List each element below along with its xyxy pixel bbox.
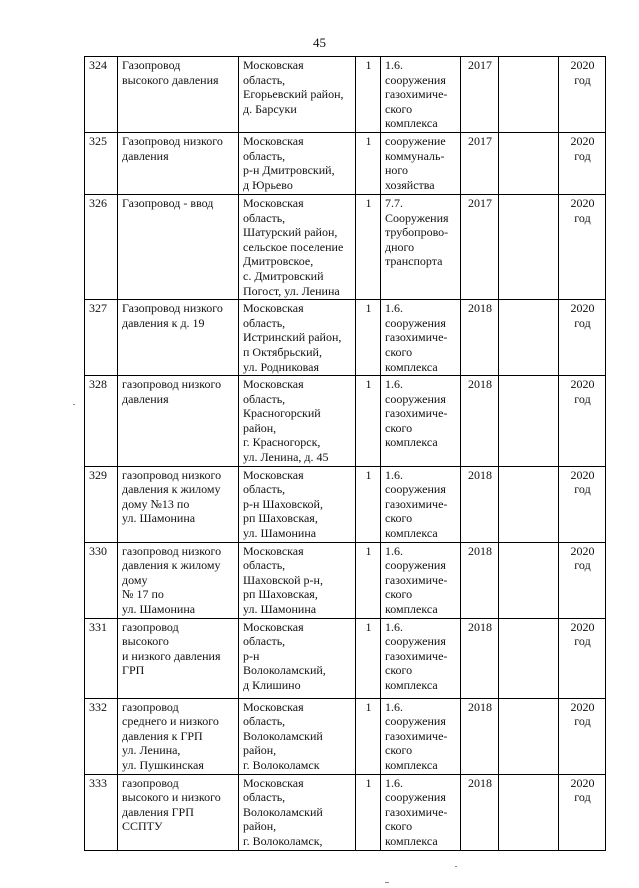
empty-cell [499,774,559,850]
year-cell: 2018 [461,376,499,467]
year-cell: 2018 [461,542,499,618]
empty-cell [499,542,559,618]
location-cell: Московская область, р-н Шаховской, рп Шаховская, ул. Шамонина [239,466,356,542]
scan-speck [73,404,75,405]
year-cell: 2017 [461,132,499,194]
scan-speck [455,866,457,867]
term-cell: 2020 год [559,57,606,133]
category-cell: 1.6. сооружения газохимиче- ского комплекса [381,466,461,542]
location-cell: Московская область, Истринский район, п Октябрьский, ул. Родниковая [239,300,356,376]
table-row [85,132,606,194]
quantity-cell: 1 [356,542,381,618]
row-number-cell: 332 [85,698,118,774]
category-cell: 1.6. сооружения газохимиче- ского комплекса [381,300,461,376]
object-name-cell: газопровод высокого и низкого давления ГРП ССПТУ [118,774,239,850]
location-cell: Московская область, Красногорский район, г. Красногорск, ул. Ленина, д. 45 [239,376,356,467]
term-cell: 2020 год [559,698,606,774]
empty-cell [499,57,559,133]
year-cell: 2018 [461,698,499,774]
quantity-cell: 1 [356,194,381,299]
year-cell: 2017 [461,57,499,133]
object-name-cell: газопровод высокого и низкого давления ГРП [118,618,239,698]
registry-table-body [85,57,606,851]
category-cell: 1.6. сооружения газохимиче- ского комплекса [381,774,461,850]
term-cell: 2020 год [559,132,606,194]
year-cell: 2018 [461,300,499,376]
table-row [85,618,606,698]
year-cell: 2018 [461,618,499,698]
category-cell: 1.6. сооружения газохимиче- ского комплекса [381,57,461,133]
term-cell: 2020 год [559,300,606,376]
row-number-cell: 330 [85,542,118,618]
table-row [85,774,606,850]
row-number-cell: 325 [85,132,118,194]
row-number-cell: 326 [85,194,118,299]
location-cell: Московская область, Шатурский район, сельское поселение Дмитровское, с. Дмитровский Погост, ул. Ленина [239,194,356,299]
page-number: 45 [313,35,326,50]
empty-cell [499,466,559,542]
quantity-cell: 1 [356,618,381,698]
category-cell: 1.6. сооружения газохимиче- ского комплекса [381,618,461,698]
location-cell: Московская область, Волоколамский район, г. Волоколамск, [239,774,356,850]
row-number-cell: 328 [85,376,118,467]
quantity-cell: 1 [356,774,381,850]
table-row [85,300,606,376]
category-cell: 7.7. Сооружения трубопрово- дного транспорта [381,194,461,299]
property-registry-table [84,56,606,851]
object-name-cell: газопровод среднего и низкого давления к ГРП ул. Ленина, ул. Пушкинская [118,698,239,774]
empty-cell [499,132,559,194]
location-cell: Московская область, Егорьевский район, д. Барсуки [239,57,356,133]
year-cell: 2018 [461,774,499,850]
empty-cell [499,194,559,299]
scan-speck [385,882,389,883]
empty-cell [499,376,559,467]
row-number-cell: 333 [85,774,118,850]
term-cell: 2020 год [559,542,606,618]
object-name-cell: Газопровод низкого давления к д. 19 [118,300,239,376]
term-cell: 2020 год [559,618,606,698]
term-cell: 2020 год [559,466,606,542]
row-number-cell: 329 [85,466,118,542]
table-row [85,466,606,542]
row-number-cell: 324 [85,57,118,133]
empty-cell [499,698,559,774]
location-cell: Московская область, Волоколамский район, г. Волоколамск [239,698,356,774]
object-name-cell: Газопровод - ввод [118,194,239,299]
category-cell: 1.6. сооружения газохимиче- ского комплекса [381,542,461,618]
table-row [85,376,606,467]
year-cell: 2017 [461,194,499,299]
table-row [85,542,606,618]
object-name-cell: Газопровод высокого давления [118,57,239,133]
term-cell: 2020 год [559,774,606,850]
object-name-cell: газопровод низкого давления [118,376,239,467]
year-cell: 2018 [461,466,499,542]
term-cell: 2020 год [559,194,606,299]
quantity-cell: 1 [356,57,381,133]
quantity-cell: 1 [356,466,381,542]
location-cell: Московская область, р-н Дмитровский, д Юрьево [239,132,356,194]
object-name-cell: газопровод низкого давления к жилому дому №13 по ул. Шамонина [118,466,239,542]
quantity-cell: 1 [356,300,381,376]
category-cell: 1.6. сооружения газохимиче- ского комплекса [381,376,461,467]
location-cell: Московская область, Шаховской р-н, рп Шаховская, ул. Шамонина [239,542,356,618]
category-cell: 1.6. сооружения газохимиче- ского комплекса [381,698,461,774]
table-row [85,194,606,299]
object-name-cell: Газопровод низкого давления [118,132,239,194]
quantity-cell: 1 [356,376,381,467]
category-cell: сооружение коммуналь- ного хозяйства [381,132,461,194]
quantity-cell: 1 [356,698,381,774]
empty-cell [499,300,559,376]
row-number-cell: 327 [85,300,118,376]
table-row [85,57,606,133]
table-row [85,698,606,774]
location-cell: Московская область, р-н Волоколамский, д Клишино [239,618,356,698]
quantity-cell: 1 [356,132,381,194]
object-name-cell: газопровод низкого давления к жилому дому № 17 по ул. Шамонина [118,542,239,618]
row-number-cell: 331 [85,618,118,698]
term-cell: 2020 год [559,376,606,467]
empty-cell [499,618,559,698]
